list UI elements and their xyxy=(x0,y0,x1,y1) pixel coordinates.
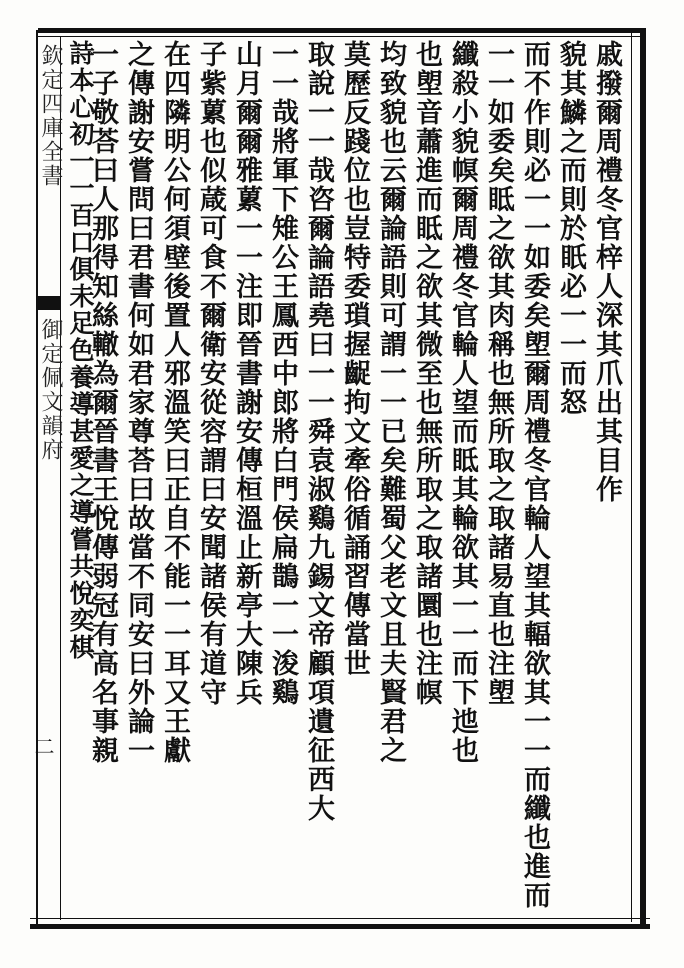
text-column-9: 取說一一哉咨爾論語堯曰一一舜袁淑鷄九錫文帝顧項遺征西大 xyxy=(303,40,334,823)
text-column-15: 一子敬荅曰人那得知絲轍為爾晉書王悅傳弱冠有高名事親 xyxy=(87,40,118,765)
text-column-16: 詩本心初一一百口俱未足色養導甚愛之導嘗共悅奕棋 xyxy=(66,40,95,661)
text-column-14: 之傳謝安嘗問曰君書何如君家尊荅曰故當不同安曰外論一 xyxy=(123,40,154,765)
text-column-11: 山月爾爾雅蔂一一注即晉書謝安傳桓溫止新亭大陳兵 xyxy=(231,40,262,707)
page-number: 二 xyxy=(31,736,55,756)
text-column-7: 均致貌也云爾論語則可謂一一已矣難蜀父老文且夫賢君之 xyxy=(375,40,406,765)
text-column-1: 戚撥爾周禮冬官梓人深其爪出其目作 xyxy=(591,40,622,504)
text-column-6: 也塱音蕭進而眡之欲其微至也無所取之取諸圜也注幎 xyxy=(411,40,442,707)
margin-fishtail-mark xyxy=(36,296,60,310)
frame-bottom-border xyxy=(30,924,650,929)
text-column-10: 一一哉將軍下雉公王鳳西中郎將白門侯扁鵲一一浚鷄 xyxy=(267,40,298,707)
text-column-4: 一一如委矣眡之欲其肉稱也無所取之取諸易直也注塱 xyxy=(483,40,514,707)
frame-right-border xyxy=(640,28,646,928)
frame-bottom-inner-border xyxy=(30,918,650,919)
text-column-2: 貌其鱗之而則於眂必一一而怒 xyxy=(555,40,586,417)
text-column-8: 莫歷反踐位也豈特委瑣握齪拘文牽俗循誦習傳當世 xyxy=(339,40,370,678)
frame-right-inner-border xyxy=(631,32,632,922)
frame-top-inner-border xyxy=(38,36,642,37)
text-column-3: 而不作則必一一如委矣塱爾周禮冬官輪人望其輻欲其一一而纖也進而 xyxy=(519,40,550,910)
margin-subtitle: 御定佩文韻府 xyxy=(38,318,63,462)
text-column-13: 在四隣明公何須壁後置人邪溫笑曰正自不能一一耳又王獻 xyxy=(159,40,190,765)
text-column-12: 子紫蔂也似葴可食不爾衛安從容謂曰安聞諸侯有道守 xyxy=(195,40,226,707)
text-column-5: 纖殺小貌幎爾周禮冬官輪人望而眡其輪欲其一一而下迆也 xyxy=(447,40,478,765)
frame-top-border xyxy=(38,28,642,33)
margin-title: 欽定四庫全書 xyxy=(38,44,63,188)
